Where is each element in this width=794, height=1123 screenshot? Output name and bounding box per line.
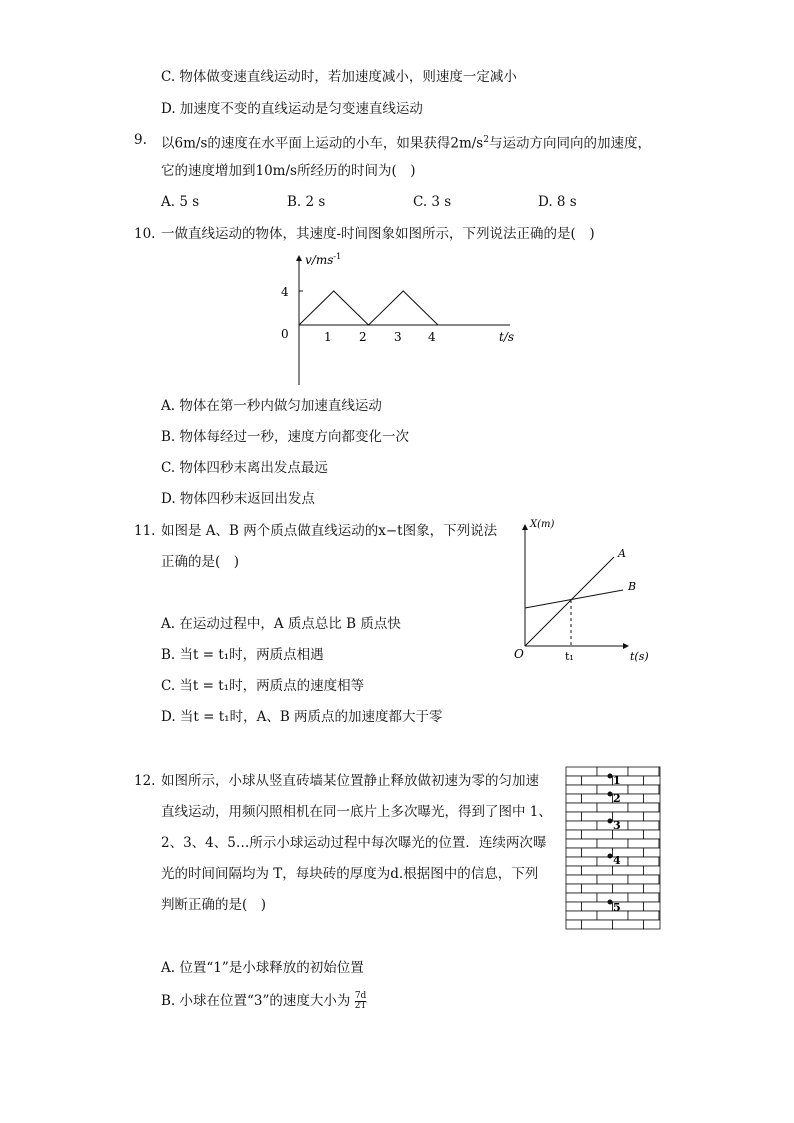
brick	[566, 776, 582, 785]
q12-stem-line2: 直线运动，用频闪照相机在同一底片上多次曝光，得到了图中 1、	[161, 804, 552, 820]
q10-option-a: A. 物体在第一秒内做匀加速直线运动	[161, 398, 382, 414]
brick	[628, 821, 659, 830]
brick	[566, 830, 582, 839]
q12-stem-line1: 如图所示，小球从竖直砖墙某位置静止释放做初速为零的匀加速	[161, 773, 539, 789]
brick	[628, 875, 659, 884]
brick	[582, 776, 613, 785]
svg-text:5: 5	[613, 901, 621, 914]
q12-option-b	[161, 992, 366, 1011]
q10-xtick-3: 3	[394, 330, 402, 344]
brick	[644, 776, 661, 785]
q9-stem-superscript: 2	[483, 135, 489, 145]
q11-option-c: C. 当t = t₁时，两质点的速度相等	[161, 678, 365, 694]
brick	[659, 785, 660, 794]
brick	[566, 848, 582, 857]
brick	[582, 920, 613, 929]
q9-option-d: D. 8 s	[538, 194, 577, 210]
brick	[659, 839, 660, 848]
q9-option-b: B. 2 s	[287, 194, 326, 210]
brick	[566, 803, 597, 812]
brick	[582, 866, 613, 875]
q10-vt-graph	[270, 250, 530, 390]
q9-stem-line2: 它的速度增加到10m/s所经历的时间为( )	[161, 163, 416, 179]
brick	[659, 767, 660, 776]
brick	[613, 884, 644, 893]
brick	[628, 893, 659, 902]
q12-option-b-text: B. 小球在位置“3”的速度大小为	[161, 993, 351, 1009]
q11-option-d: D. 当t = t₁时，A、B 两质点的加速度都大于零	[161, 709, 443, 725]
q9-option-c: C. 3 s	[413, 194, 452, 210]
q11-option-b: B. 当t = t₁时，两质点相遇	[161, 647, 324, 663]
q10-xtick-1: 1	[324, 330, 332, 344]
brick	[628, 911, 659, 920]
q11-number: 11.	[134, 523, 156, 539]
brick	[566, 875, 597, 884]
brick	[566, 866, 582, 875]
brick	[628, 839, 659, 848]
brick	[613, 866, 644, 875]
brick	[566, 821, 597, 830]
brick	[582, 812, 613, 821]
brick	[582, 884, 613, 893]
brick	[566, 857, 597, 866]
q12-option-b-fraction	[355, 992, 367, 1011]
svg-text:3: 3	[613, 819, 621, 832]
q11-line-b	[525, 590, 623, 608]
q10-xtick-2: 2	[359, 330, 367, 344]
brick	[659, 911, 660, 920]
q11-stem-line2: 正确的是( )	[161, 554, 240, 570]
q9-number: 9.	[134, 132, 147, 148]
svg-text:1: 1	[613, 774, 621, 787]
q10-xlabel: t/s	[499, 330, 515, 344]
q11-line-a	[525, 557, 614, 646]
q8-option-c: C. 物体做变速直线运动时，若加速度减小，则速度一定减小	[161, 69, 517, 85]
brick	[659, 893, 660, 902]
q12-stem-line5: 判断正确的是( )	[161, 897, 267, 913]
q10-number: 10.	[134, 226, 156, 242]
q8-option-d: D. 加速度不变的直线运动是匀变速直线运动	[161, 101, 423, 117]
brick	[644, 830, 661, 839]
q9-stem	[161, 131, 651, 153]
brick	[613, 920, 644, 929]
q9-stem-part-b: 与运动方向同向的加速度，	[488, 135, 651, 152]
brick	[644, 866, 661, 875]
q9-option-a: A. 5 s	[161, 194, 200, 210]
svg-text:2: 2	[613, 792, 621, 805]
brick	[644, 902, 661, 911]
brick	[597, 839, 628, 848]
brick	[644, 848, 661, 857]
brick	[566, 884, 582, 893]
q12-stem-line3: 2、3、4、5…所示小球运动过程中每次曝光的位置．连续两次曝	[161, 835, 547, 851]
brick	[628, 767, 659, 776]
brick	[566, 767, 597, 776]
brick	[566, 839, 597, 848]
brick	[582, 830, 613, 839]
q10-stem: 一做直线运动的物体，其速度-时间图象如图所示，下列说法正确的是( )	[161, 226, 595, 242]
q11-label-a: A	[618, 547, 626, 560]
q10-option-c: C. 物体四秒末离出发点最远	[161, 460, 328, 476]
q12-option-a: A. 位置“1”是小球释放的初始位置	[161, 960, 364, 976]
brick	[644, 920, 661, 929]
brick	[644, 812, 661, 821]
brick	[628, 803, 659, 812]
q9-stem-part-a: 以6m/s的速度在水平面上运动的小车，如果获得2m/s	[161, 135, 484, 152]
q11-xt-graph	[508, 515, 658, 665]
brick	[566, 794, 582, 803]
q12-stem-line4: 光的时间间隔均为 T，每块砖的厚度为d.根据图中的信息，下列	[161, 866, 539, 882]
brick	[566, 893, 597, 902]
brick	[628, 857, 659, 866]
brick	[597, 875, 628, 884]
q12-brick-wall	[565, 766, 661, 928]
brick	[566, 911, 597, 920]
brick	[566, 920, 582, 929]
q11-stem-line1: 如图是 A、B 两个质点做直线运动的x−t图象，下列说法	[161, 523, 498, 539]
brick	[659, 803, 660, 812]
q10-option-d: D. 物体四秒末返回出发点	[161, 491, 315, 507]
brick	[566, 785, 597, 794]
brick	[628, 785, 659, 794]
q10-ytick-label: 4	[281, 285, 289, 299]
brick	[659, 857, 660, 866]
q10-ylabel: $v/ms^{-1}$	[305, 252, 342, 267]
brick	[582, 902, 613, 911]
q10-xtick-4: 4	[428, 330, 436, 344]
svg-text:4: 4	[613, 854, 621, 867]
brick	[566, 812, 582, 821]
brick	[566, 902, 582, 911]
q11-xlabel: t(s)	[630, 650, 649, 663]
brick	[659, 821, 660, 830]
brick	[644, 794, 661, 803]
q10-option-b: B. 物体每经过一秒，速度方向都变化一次	[161, 429, 410, 445]
q12-number: 12.	[134, 773, 156, 789]
brick	[582, 794, 613, 803]
q11-origin: O	[514, 647, 524, 661]
q11-label-b: B	[628, 580, 637, 593]
q12-fraction-denominator: 2T	[354, 1001, 367, 1011]
q11-tick-t1: t₁	[565, 650, 574, 663]
brick	[659, 875, 660, 884]
q10-series-line	[299, 291, 438, 325]
q12-fraction-numerator: 7d	[354, 991, 367, 1001]
q10-origin-label: 0	[281, 327, 289, 341]
q11-option-a: A. 在运动过程中，A 质点总比 B 质点快	[161, 616, 401, 632]
brick	[644, 884, 661, 893]
q11-ylabel: X(m)	[530, 519, 555, 530]
